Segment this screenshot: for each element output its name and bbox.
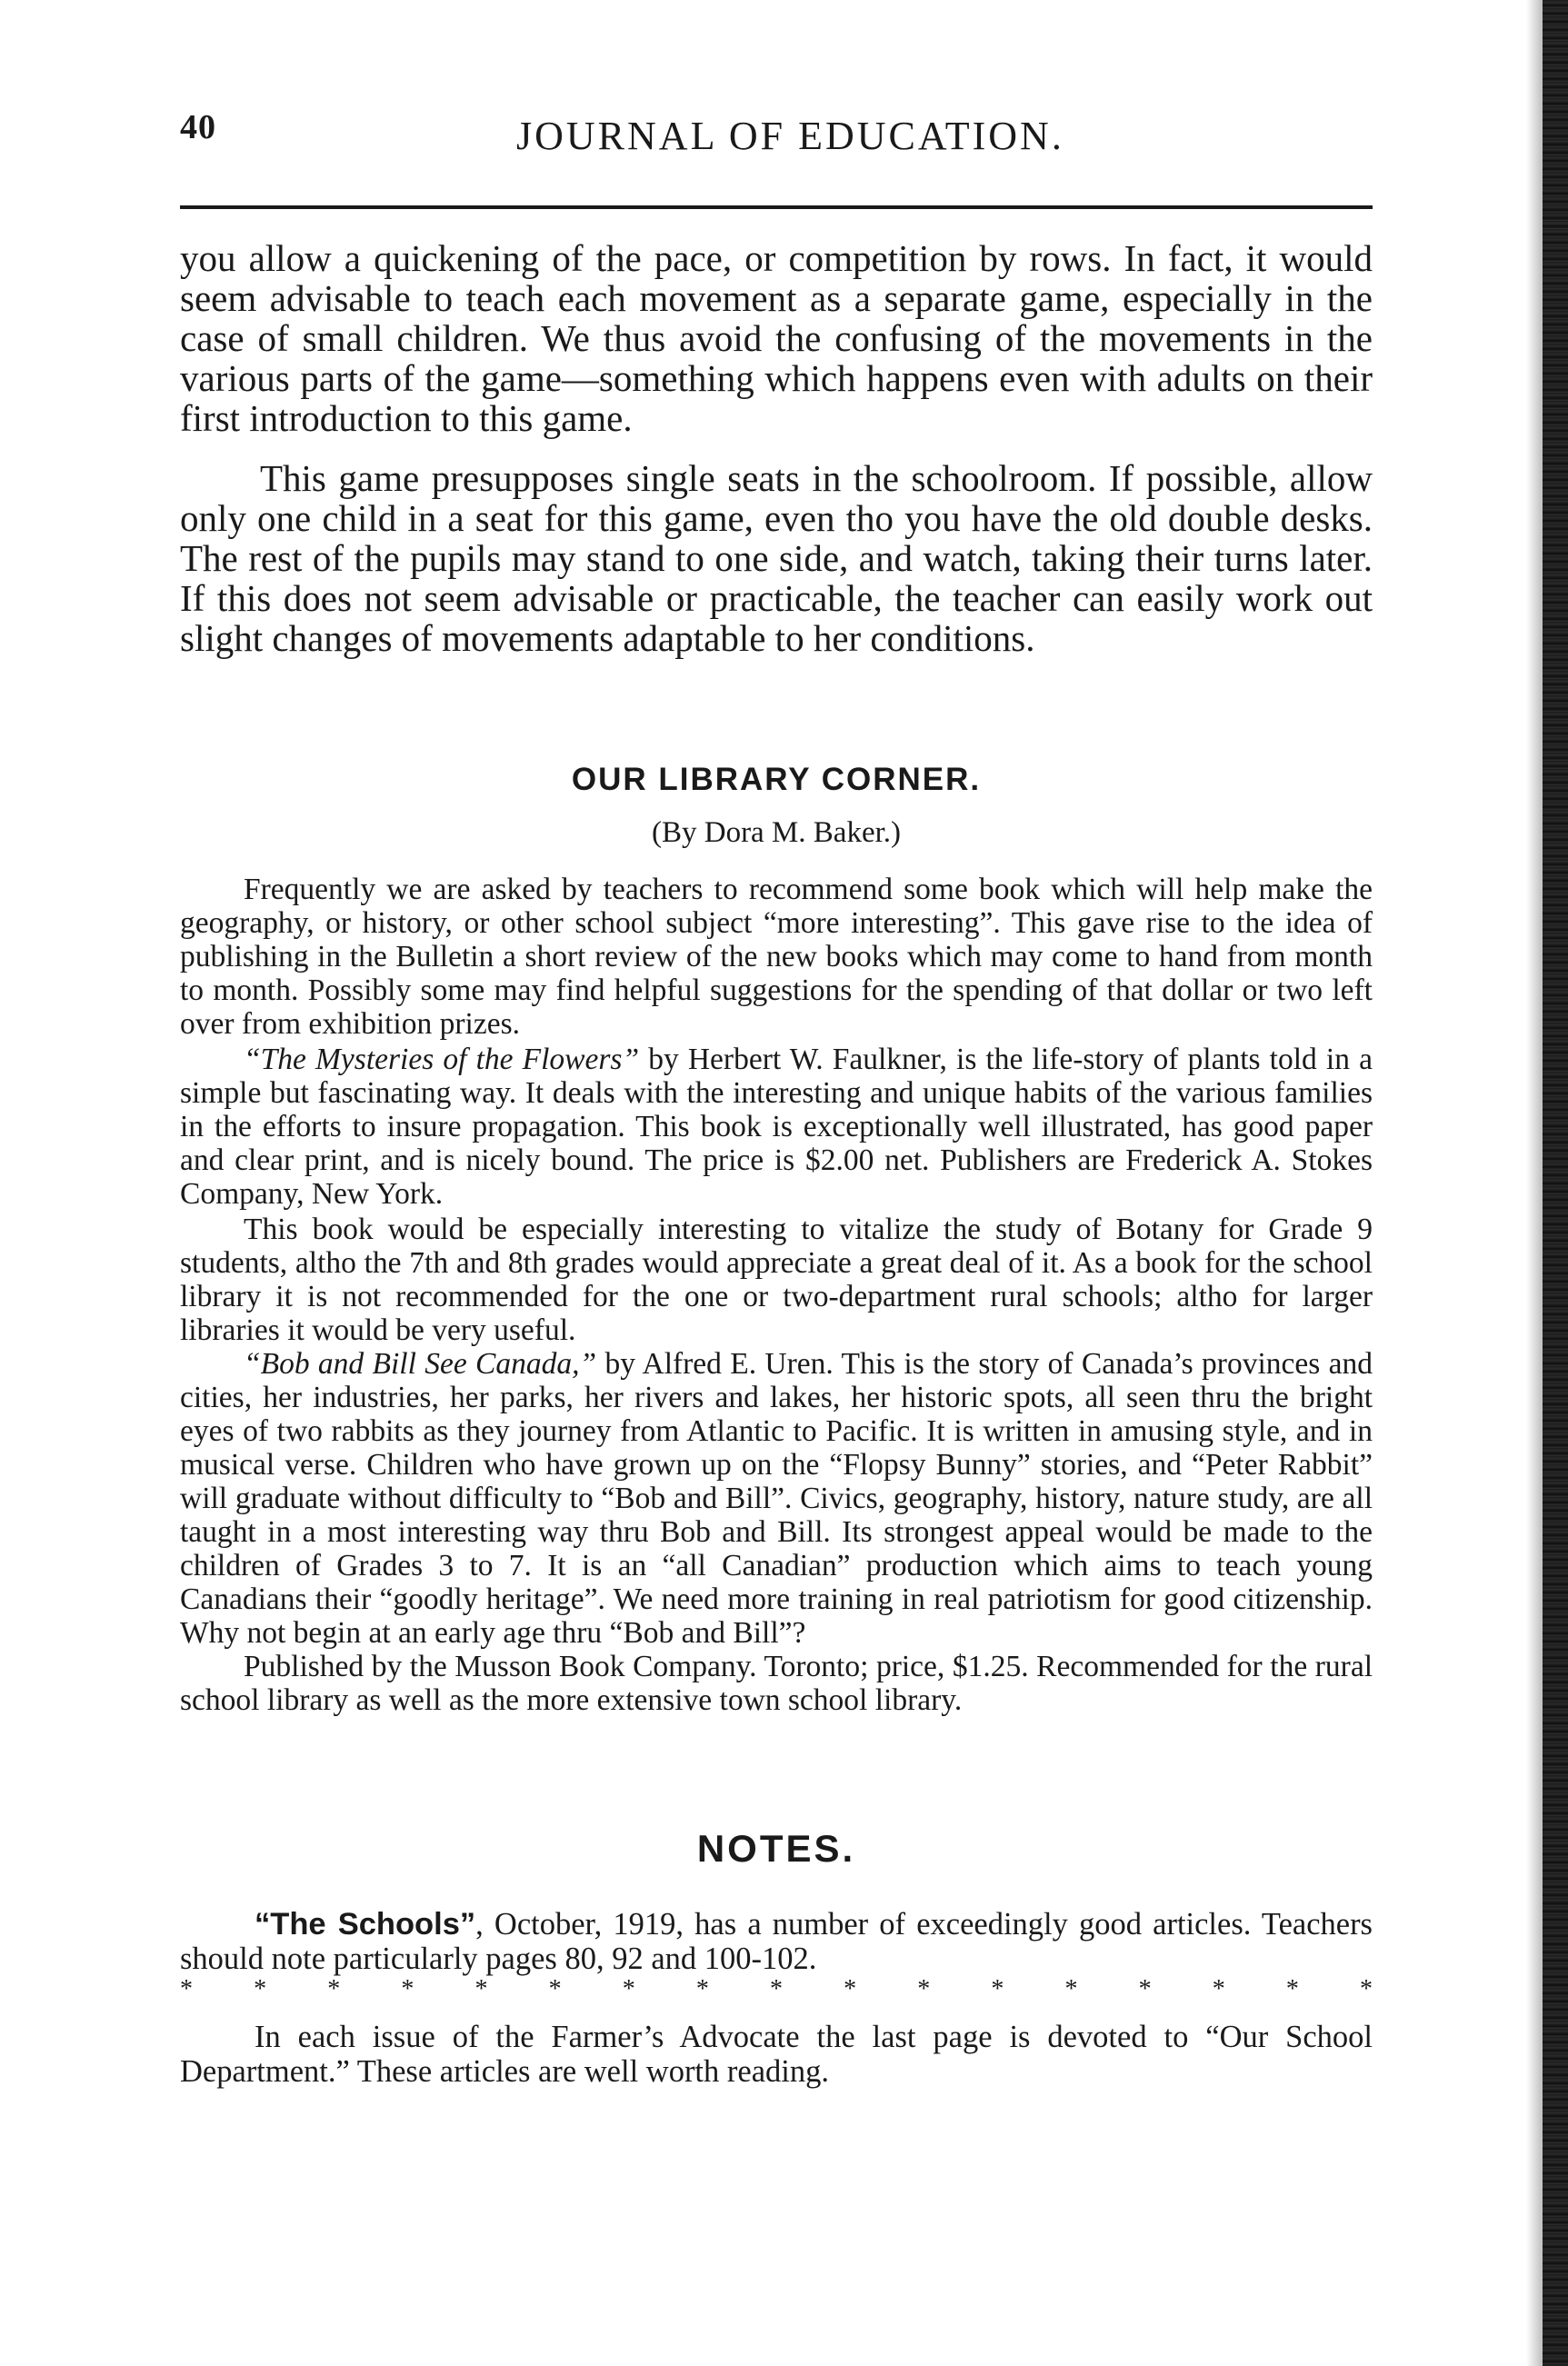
divider-star: * bbox=[474, 1975, 488, 2003]
divider-star: * bbox=[844, 1975, 857, 2003]
divider-star: * bbox=[1138, 1975, 1152, 2003]
divider-star: * bbox=[254, 1975, 267, 2003]
divider-star: * bbox=[622, 1975, 635, 2003]
library-paragraph-2-text: by Herbert W. Faulkner, is the life-story of plants told in a simple but fascinating way. It deals with the interesting and unique habits of the various families in the efforts to insure propagation. This book is exceptionally well illustrated, has good paper and clear print, and is nicely bound. The price is $2.00 net. Publishers are Frederick A. Stokes Company, New York. bbox=[180, 1043, 1373, 1211]
divider-star: * bbox=[917, 1975, 931, 2003]
note-1-text: , October, 1919, has a number of exceedingly good articles. Teachers should note particularly pages 80, 92 and 100-102. bbox=[180, 1907, 1373, 1976]
notes-body bbox=[180, 1907, 1373, 2089]
intro-section-2 bbox=[180, 458, 1373, 658]
book-title-flowers: “The Mysteries of the Flowers” bbox=[244, 1043, 640, 1076]
divider-star: * bbox=[770, 1975, 783, 2003]
divider-star: * bbox=[327, 1975, 341, 2003]
binding-shadow bbox=[1526, 0, 1543, 2366]
library-paragraph-4-text: by Alfred E. Uren. This is the story of Canada’s provinces and cities, her industries, her parks, her rivers and lakes, her historic spots, all seen thru the bright eyes of two rabbits as they journey from Atlantic to Pacific. It is written in amusing style, and in musical verse. Children who have grown up on the “Flopsy Bunny” stories, and “Peter Rabbit” will graduate without difficulty to “Bob and Bill”. Civics, geography, history, nature study, are all taught in a most interesting way thru Bob and Bill. Its strongest appeal would be made to the children of Grades 3 to 7. It is an “all Canadian” production which aims to teach young Canadians their “goodly heritage”. We need more training in real patriotism for good citizenship. Why not begin at an early age thru “Bob and Bill”? bbox=[180, 1347, 1373, 1650]
divider-star: * bbox=[1285, 1975, 1299, 2003]
running-head bbox=[180, 107, 1373, 180]
binding-edge bbox=[1543, 0, 1568, 2366]
divider-star: * bbox=[401, 1975, 414, 2003]
divider-star: * bbox=[991, 1975, 1004, 2003]
library-corner-title: OUR LIBRARY CORNER. bbox=[571, 762, 982, 797]
divider-star: * bbox=[1064, 1975, 1078, 2003]
library-paragraph-5: Published by the Musson Book Company. Toronto; price, $1.25. Recommended for the rural school library as well as the more extensive town school library. bbox=[180, 1650, 1373, 1717]
intro-paragraph-1: you allow a quickening of the pace, or competition by rows. In fact, it would seem advisable to teach each movement as a separate game, especially in the case of small children. We thus avoid the confusing of the movements in the various parts of the game—something which happens even with adults on their first introduction to this game. bbox=[180, 237, 1373, 439]
notes-title: NOTES. bbox=[696, 1827, 856, 1870]
library-paragraph-1: Frequently we are asked by teachers to recommend some book which will help make the geography, or history, or other school subject “more interesting”. This gave rise to the idea of publishing in the Bulletin a short review of the new books which may come to hand from month to month. Possibly some may find helpful suggestions for the spending of that dollar or two left over from exhibition prizes. bbox=[180, 873, 1373, 1041]
divider-star: * bbox=[548, 1975, 562, 2003]
note-2: In each issue of the Farmer’s Advocate the last page is devoted to “Our School Department.” These articles are well worth reading. bbox=[180, 2020, 1373, 2089]
library-paragraph-2 bbox=[180, 1043, 1373, 1211]
divider-star: * bbox=[180, 1975, 193, 2003]
library-corner-byline: (By Dora M. Baker.) bbox=[651, 816, 902, 849]
library-paragraph-3: This book would be especially interesting to vitalize the study of Botany for Grade 9 students, altho the 7th and 8th grades would appreciate a great deal of it. As a book for the school library it is not recommended for the one or two-department rural schools; altho for larger libraries it would be very useful. bbox=[180, 1213, 1373, 1347]
note-1 bbox=[180, 1907, 1373, 1976]
intro-paragraph-2: This game presupposes single seats in the schoolroom. If possible, allow only one child in a seat for this game, even tho you have the old double desks. The rest of the pupils may stand to one side, and watch, taking their turns later. If this does not seem advisable or practicable, the teacher can easily work out slight changes of movements adaptable to her conditions. bbox=[180, 457, 1373, 659]
book-title-bob-and-bill: “Bob and Bill See Canada,” bbox=[244, 1347, 597, 1381]
star-divider bbox=[180, 1975, 1373, 2003]
header-rule bbox=[180, 205, 1373, 209]
page-number: 40 bbox=[180, 108, 216, 146]
journal-title: JOURNAL OF EDUCATION. bbox=[516, 114, 1064, 158]
divider-star: * bbox=[1212, 1975, 1225, 2003]
library-paragraph-4 bbox=[180, 1347, 1373, 1650]
intro-section bbox=[180, 238, 1373, 438]
library-corner-body bbox=[180, 873, 1373, 1717]
divider-star: * bbox=[1360, 1975, 1373, 2003]
divider-star: * bbox=[695, 1975, 709, 2003]
note-1-lead: “The Schools” bbox=[255, 1907, 476, 1942]
